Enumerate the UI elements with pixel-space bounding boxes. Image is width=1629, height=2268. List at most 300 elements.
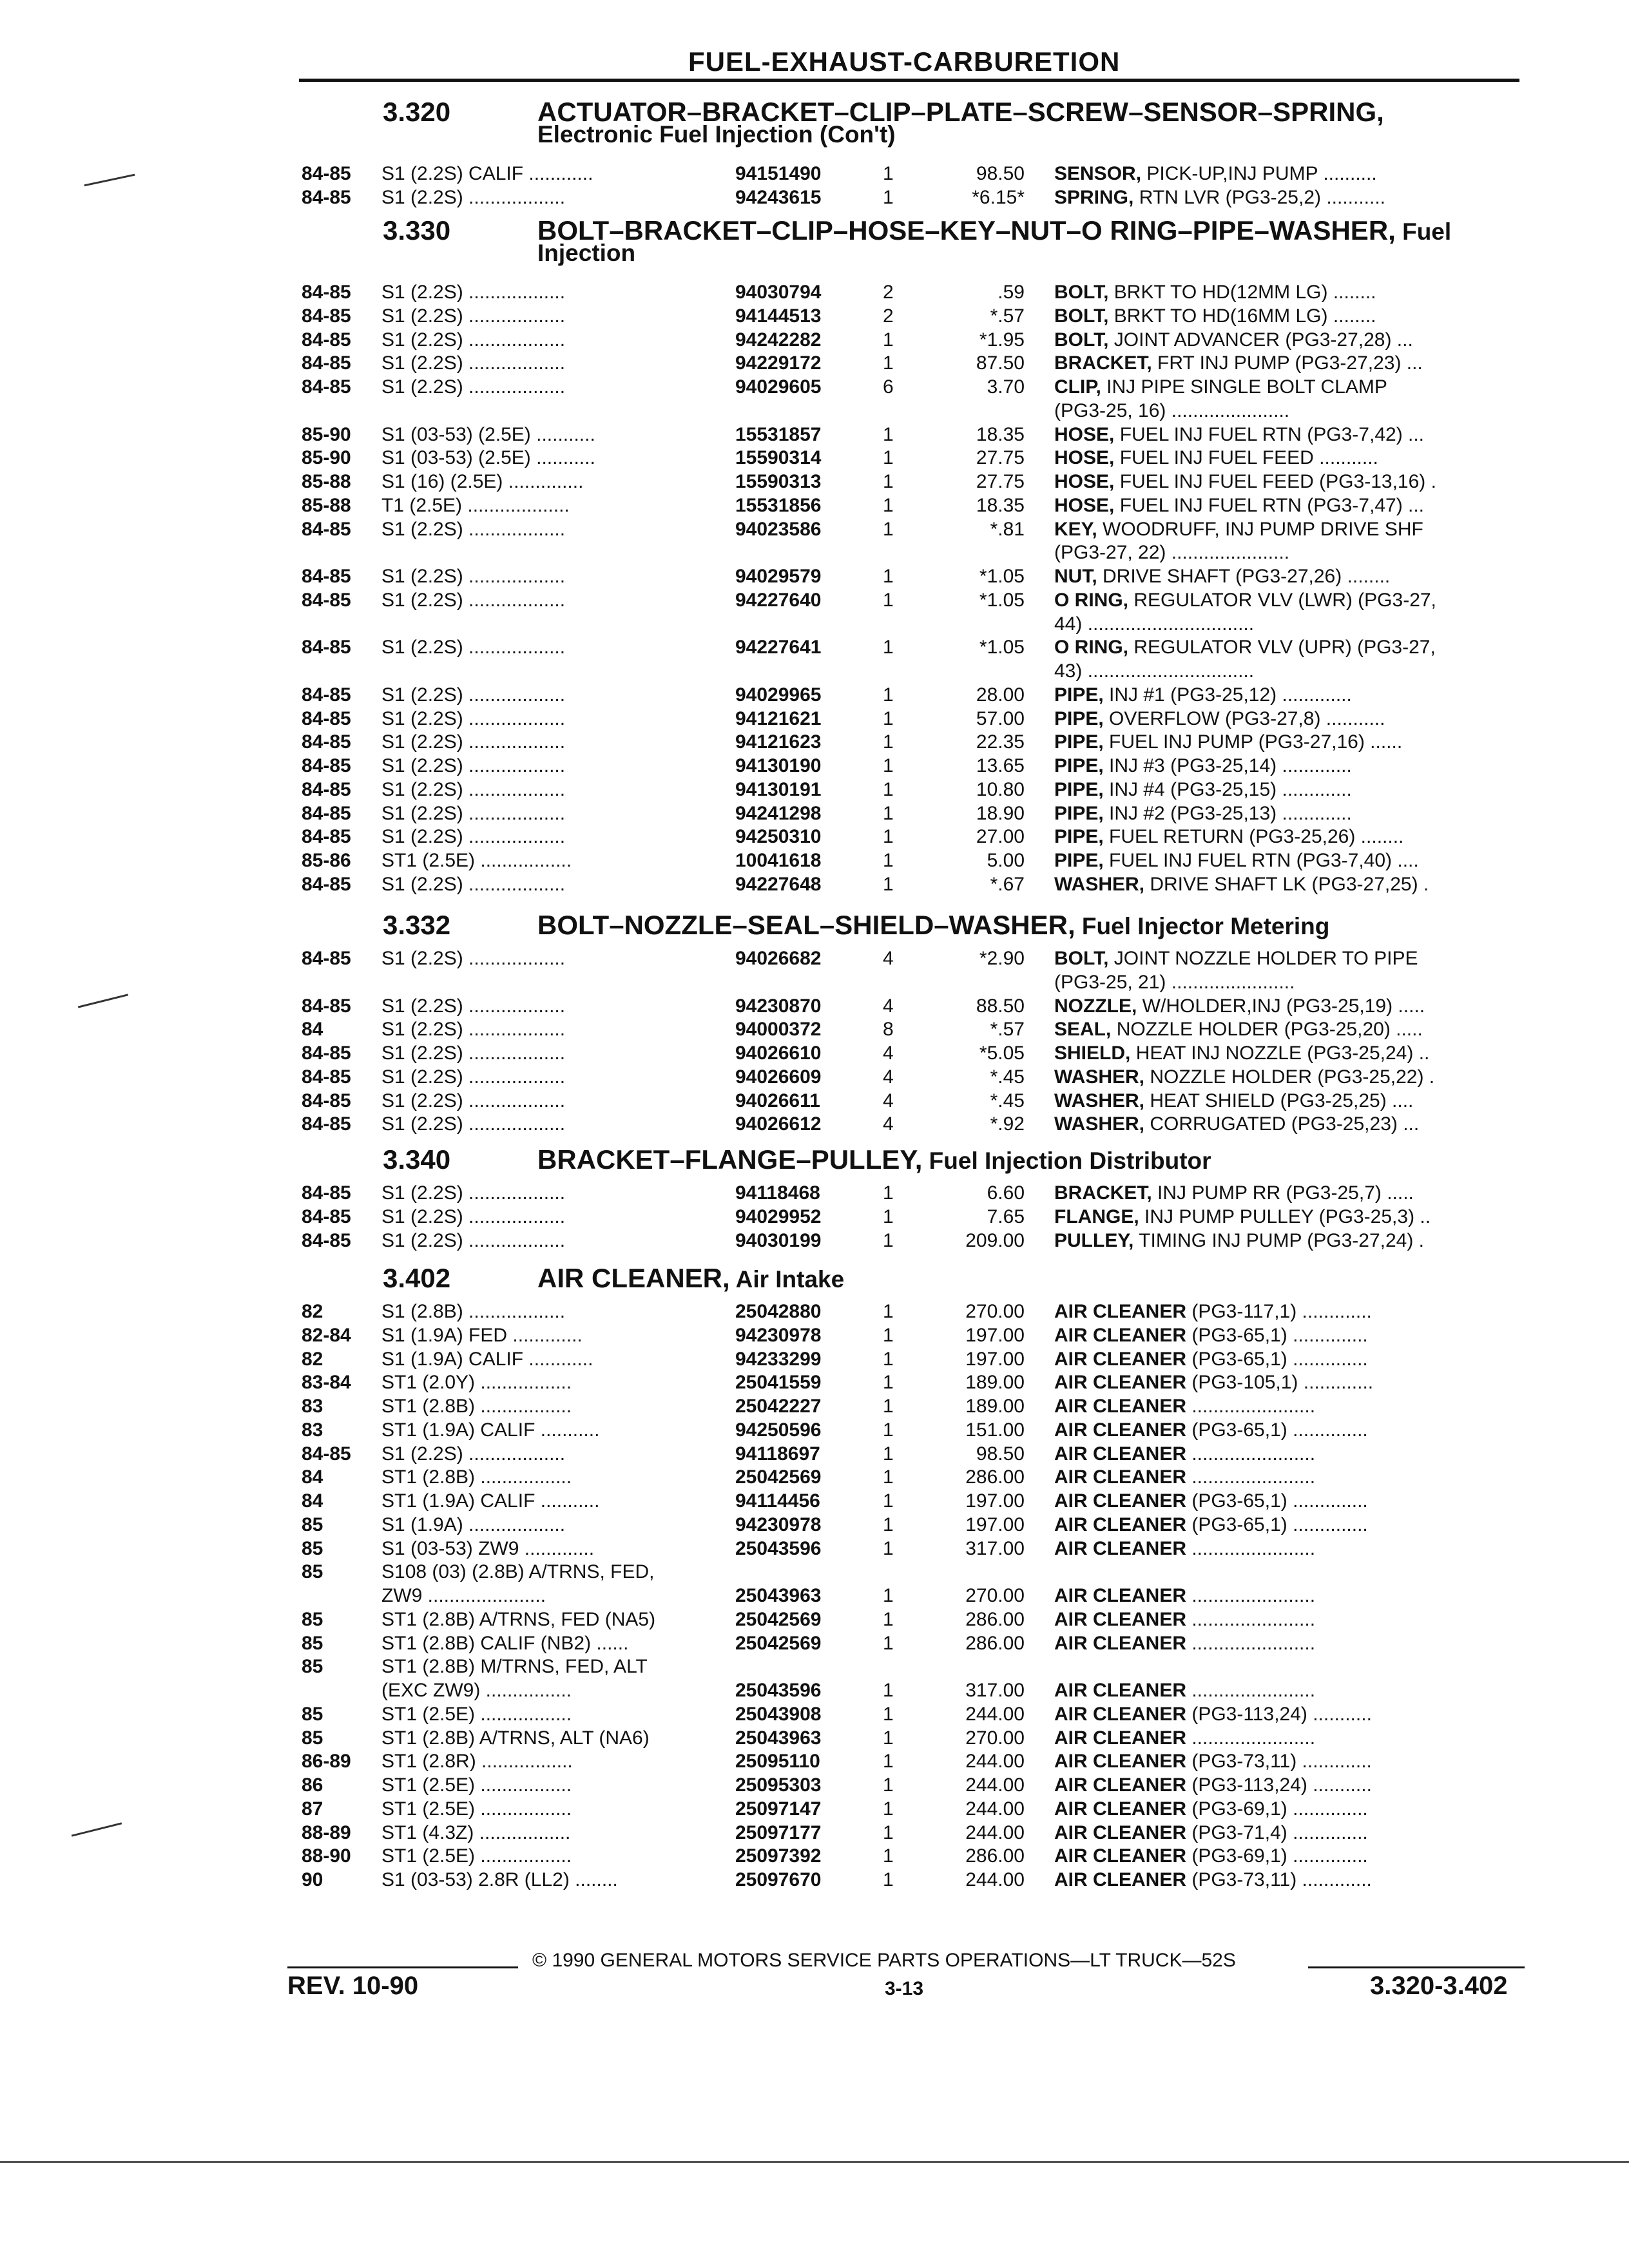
price: 244.00	[965, 1798, 1025, 1820]
price: 3.70	[987, 376, 1025, 398]
part-detail: FUEL INJ FUEL RTN (PG3-7,40) ....	[1103, 850, 1419, 871]
part-row	[0, 947, 1629, 970]
quantity: 1	[883, 1229, 894, 1251]
part-name: HOSE,	[1054, 494, 1115, 516]
part-description	[1054, 1490, 1519, 1513]
model-years: 85	[302, 1514, 323, 1535]
model-years: 87	[302, 1798, 323, 1820]
model-years: 88-89	[302, 1821, 351, 1843]
part-row	[0, 1537, 1629, 1561]
part-description	[1054, 1018, 1519, 1041]
model-application: S1 (1.9A) CALIF ............	[381, 1348, 593, 1370]
part-row	[0, 352, 1629, 375]
price: *.45	[990, 1090, 1025, 1111]
part-name: AIR CLEANER	[1054, 1751, 1187, 1773]
part-name: AIR CLEANER	[1054, 1680, 1187, 1701]
quantity: 4	[883, 1090, 894, 1111]
part-detail: INJ PIPE SINGLE BOLT CLAMP	[1101, 376, 1387, 398]
part-description	[1054, 971, 1519, 994]
price: 27.75	[976, 471, 1025, 492]
part-row	[0, 1042, 1629, 1065]
part-description	[1054, 754, 1519, 778]
section-title-line2: Injection	[537, 240, 636, 266]
part-name: AIR CLEANER	[1054, 1774, 1187, 1796]
part-description	[1054, 947, 1519, 970]
part-row	[0, 1798, 1629, 1821]
part-detail: .......................	[1186, 1680, 1316, 1701]
part-description	[1054, 1300, 1519, 1323]
part-row	[0, 849, 1629, 872]
section-title-subtitle: Fuel	[1395, 218, 1452, 245]
part-detail: FUEL INJ FUEL RTN (PG3-7,42) ...	[1114, 423, 1425, 445]
part-name: O RING,	[1054, 637, 1129, 658]
model-application: S1 (2.2S) ..................	[381, 802, 566, 824]
part-number: 25042569	[735, 1466, 822, 1488]
model-application: S1 (2.2S) ..................	[381, 1043, 566, 1064]
section-title-subtitle: Fuel Injector Metering	[1075, 913, 1330, 939]
model-application: ST1 (2.8B) M/TRNS, FED, ALT	[381, 1656, 648, 1678]
model-years: 84-85	[302, 948, 351, 969]
model-years: 84-85	[302, 684, 351, 706]
model-years: 85	[302, 1608, 323, 1630]
quantity: 1	[883, 1372, 894, 1394]
model-years: 84-85	[302, 778, 351, 800]
part-detail: DRIVE SHAFT LK (PG3-27,25) .	[1144, 873, 1429, 895]
model-application: S1 (2.2S) ..................	[381, 589, 566, 611]
quantity: 1	[883, 589, 894, 611]
footer-page-number: 3-13	[885, 1978, 924, 1999]
model-application: S1 (2.2S) ..................	[381, 1090, 566, 1111]
quantity: 1	[883, 163, 894, 184]
model-application: (EXC ZW9) ................	[381, 1680, 572, 1701]
quantity: 1	[883, 778, 894, 800]
model-application: S1 (2.2S) ..................	[381, 707, 566, 729]
part-name: AIR CLEANER	[1054, 1703, 1187, 1725]
quantity: 4	[883, 1066, 894, 1088]
model-application: S1 (2.2S) ..................	[381, 1182, 566, 1204]
model-application: S1 (2.2S) ..................	[381, 684, 566, 706]
part-description	[1054, 1632, 1519, 1655]
section-title-line2: Electronic Fuel Injection (Con't)	[537, 121, 896, 148]
part-row	[0, 1703, 1629, 1726]
part-description	[1054, 1608, 1519, 1631]
model-years: 84-85	[302, 186, 351, 208]
part-description	[1054, 1113, 1519, 1136]
price: *1.05	[979, 589, 1025, 611]
part-number: 25097392	[735, 1845, 822, 1867]
part-number: 94030199	[735, 1229, 822, 1251]
quantity: 1	[883, 471, 894, 492]
part-description	[1054, 281, 1519, 304]
part-number: 25097670	[735, 1869, 822, 1890]
price: *1.95	[979, 329, 1025, 351]
part-description	[1054, 1182, 1519, 1205]
part-number: 94130190	[735, 755, 822, 776]
model-years: 84	[302, 1466, 323, 1488]
part-description	[1054, 1042, 1519, 1065]
model-application: S1 (2.2S) ..................	[381, 518, 566, 540]
part-detail: CORRUGATED (PG3-25,23) ...	[1144, 1113, 1420, 1135]
part-name: WASHER,	[1054, 1090, 1145, 1111]
price: 286.00	[965, 1845, 1025, 1867]
part-detail: (PG3-105,1) .............	[1186, 1372, 1374, 1394]
price: 317.00	[965, 1680, 1025, 1701]
model-application: S1 (2.2S) ..................	[381, 282, 566, 303]
part-row	[0, 376, 1629, 399]
part-number: 25043596	[735, 1537, 822, 1559]
price: 286.00	[965, 1632, 1025, 1654]
model-years: 84-85	[302, 1113, 351, 1135]
model-application: S1 (2.2S) ..................	[381, 1066, 566, 1088]
part-name: AIR CLEANER	[1054, 1348, 1187, 1370]
part-row	[0, 329, 1629, 352]
quantity: 1	[883, 1443, 894, 1465]
section-title-subtitle: Air Intake	[729, 1266, 845, 1293]
price: *.45	[990, 1066, 1025, 1088]
part-number: 25097147	[735, 1798, 822, 1820]
part-detail: INJ #3 (PG3-25,14) .............	[1103, 755, 1352, 776]
price: 57.00	[976, 707, 1025, 729]
part-number: 94026610	[735, 1043, 822, 1064]
part-name: NUT,	[1054, 566, 1097, 587]
model-years: 85	[302, 1632, 323, 1654]
quantity: 1	[883, 637, 894, 658]
part-row	[0, 1490, 1629, 1513]
price: 244.00	[965, 1703, 1025, 1725]
model-years: 84-85	[302, 731, 351, 753]
part-description	[1054, 329, 1519, 352]
model-application: S1 (03-53) 2.8R (LL2) ........	[381, 1869, 618, 1890]
model-years: 84-85	[302, 1229, 351, 1251]
footer-rule-right	[1308, 1966, 1525, 1968]
part-detail: DRIVE SHAFT (PG3-27,26) ........	[1097, 566, 1391, 587]
part-detail: .......................	[1186, 1727, 1316, 1749]
price: 244.00	[965, 1774, 1025, 1796]
price: *.57	[990, 305, 1025, 327]
part-number: 94121623	[735, 731, 822, 753]
quantity: 1	[883, 1324, 894, 1346]
quantity: 1	[883, 826, 894, 848]
section-title: BOLT–NOZZLE–SEAL–SHIELD–WASHER, Fuel Injector Metering	[537, 910, 1330, 940]
price: 10.80	[976, 778, 1025, 800]
quantity: 1	[883, 1798, 894, 1820]
model-years: 82	[302, 1348, 323, 1370]
price: 27.00	[976, 826, 1025, 848]
part-row	[0, 305, 1629, 328]
part-detail: 44) ...............................	[1054, 613, 1255, 635]
quantity: 1	[883, 850, 894, 871]
part-number: 15590313	[735, 471, 822, 492]
model-years: 85	[302, 1703, 323, 1725]
model-application: S1 (2.2S) ..................	[381, 329, 566, 351]
price: 18.35	[976, 423, 1025, 445]
part-description	[1054, 423, 1519, 447]
model-years: 85	[302, 1537, 323, 1559]
part-row	[0, 1090, 1629, 1113]
price: 22.35	[976, 731, 1025, 753]
price: 28.00	[976, 684, 1025, 706]
price: 189.00	[965, 1396, 1025, 1417]
part-detail: JOINT ADVANCER (PG3-27,28) ...	[1108, 329, 1413, 351]
model-years: 84-85	[302, 873, 351, 895]
part-name: CLIP,	[1054, 376, 1101, 398]
part-row	[0, 1727, 1629, 1750]
price: 270.00	[965, 1301, 1025, 1322]
quantity: 1	[883, 352, 894, 374]
quantity: 1	[883, 1727, 894, 1749]
model-years: 84-85	[302, 995, 351, 1017]
part-description	[1054, 399, 1519, 423]
model-application: ST1 (2.5E) .................	[381, 850, 572, 871]
part-description	[1054, 1869, 1519, 1892]
model-years: 82	[302, 1301, 323, 1322]
part-name: BRACKET,	[1054, 1182, 1152, 1204]
part-number: 25042569	[735, 1608, 822, 1630]
model-application: S1 (1.9A) FED .............	[381, 1324, 583, 1346]
part-detail: (PG3-65,1) ..............	[1186, 1324, 1368, 1346]
part-row	[0, 1774, 1629, 1797]
part-number: 25042569	[735, 1632, 822, 1654]
part-description	[1054, 470, 1519, 494]
part-name: AIR CLEANER	[1054, 1466, 1187, 1488]
section-number: 3.320	[383, 97, 451, 127]
part-name: BOLT,	[1054, 282, 1109, 303]
model-application: ST1 (2.8B) CALIF (NB2) ......	[381, 1632, 629, 1654]
section-title: BRACKET–FLANGE–PULLEY, Fuel Injection Distributor	[537, 1144, 1211, 1175]
part-name: WASHER,	[1054, 1066, 1145, 1088]
part-name: AIR CLEANER	[1054, 1372, 1187, 1394]
part-name: AIR CLEANER	[1054, 1514, 1187, 1535]
part-row	[0, 1561, 1629, 1584]
quantity: 1	[883, 873, 894, 895]
model-application: S1 (2.8B) ..................	[381, 1301, 566, 1322]
quantity: 1	[883, 1206, 894, 1227]
part-number: 25097177	[735, 1821, 822, 1843]
part-number: 25043963	[735, 1727, 822, 1749]
part-number: 25043963	[735, 1585, 822, 1606]
quantity: 1	[883, 707, 894, 729]
part-name: PULLEY,	[1054, 1229, 1134, 1251]
section-number: 3.332	[383, 910, 451, 940]
part-number: 94118468	[735, 1182, 820, 1204]
part-detail: HEAT SHIELD (PG3-25,25) ....	[1144, 1090, 1414, 1111]
part-description	[1054, 731, 1519, 754]
scan-mark	[0, 2161, 1629, 2163]
price: 27.75	[976, 447, 1025, 469]
part-description	[1054, 376, 1519, 399]
part-number: 94029605	[735, 376, 822, 398]
part-name: O RING,	[1054, 589, 1129, 611]
part-detail: INJ PUMP PULLEY (PG3-25,3) ..	[1139, 1206, 1431, 1227]
part-detail: W/HOLDER,INJ (PG3-25,19) .....	[1137, 995, 1425, 1017]
part-detail: (PG3-117,1) .............	[1186, 1301, 1372, 1322]
quantity: 1	[883, 1585, 894, 1606]
section-title-subtitle: Fuel Injection Distributor	[922, 1148, 1211, 1174]
price: 270.00	[965, 1585, 1025, 1606]
part-detail: REGULATOR VLV (LWR) (PG3-27,	[1128, 589, 1436, 611]
part-name: AIR CLEANER	[1054, 1845, 1187, 1867]
model-application: S1 (2.2S) ..................	[381, 376, 566, 398]
part-description	[1054, 1727, 1519, 1750]
price: 244.00	[965, 1821, 1025, 1843]
part-detail: INJ #1 (PG3-25,12) .............	[1103, 684, 1352, 706]
part-description	[1054, 494, 1519, 517]
part-number: 94230978	[735, 1514, 822, 1535]
model-application: ST1 (4.3Z) .................	[381, 1821, 571, 1843]
quantity: 1	[883, 1845, 894, 1867]
part-description	[1054, 1371, 1519, 1394]
part-number: 94029952	[735, 1206, 822, 1227]
part-description	[1054, 541, 1519, 564]
price: *.67	[990, 873, 1025, 895]
part-number: 25041559	[735, 1372, 822, 1394]
part-description	[1054, 849, 1519, 872]
part-row	[0, 399, 1629, 423]
price: 244.00	[965, 1869, 1025, 1890]
part-row	[0, 1182, 1629, 1205]
part-detail: (PG3-113,24) ...........	[1186, 1703, 1372, 1725]
part-description	[1054, 1419, 1519, 1442]
section-title: BOLT–BRACKET–CLIP–HOSE–KEY–NUT–O RING–PIPE–WASHER, Fuel	[537, 215, 1452, 245]
price: 98.50	[976, 163, 1025, 184]
part-description	[1054, 873, 1519, 896]
part-detail: OVERFLOW (PG3-27,8) ...........	[1103, 707, 1385, 729]
part-number: 94227640	[735, 589, 822, 611]
model-years: 86	[302, 1774, 323, 1796]
part-name: HOSE,	[1054, 423, 1115, 445]
quantity: 2	[883, 282, 894, 303]
part-name: PIPE,	[1054, 755, 1104, 776]
price: 317.00	[965, 1537, 1025, 1559]
model-years: 84-85	[302, 352, 351, 374]
part-number: 25042227	[735, 1396, 822, 1417]
quantity: 1	[883, 1182, 894, 1204]
part-number: 94121621	[735, 707, 822, 729]
model-application: ST1 (2.8B) .................	[381, 1466, 572, 1488]
part-row	[0, 995, 1629, 1018]
part-name: SENSOR,	[1054, 163, 1142, 184]
model-application: S1 (2.2S) ..................	[381, 1206, 566, 1227]
part-row	[0, 1845, 1629, 1868]
part-row	[0, 494, 1629, 517]
part-name: HOSE,	[1054, 447, 1115, 469]
model-years: 84-85	[302, 589, 351, 611]
part-row	[0, 1466, 1629, 1489]
section-title: AIR CLEANER, Air Intake	[537, 1263, 845, 1293]
quantity: 1	[883, 1396, 894, 1417]
part-row	[0, 518, 1629, 541]
model-years: 84	[302, 1019, 323, 1041]
part-detail: REGULATOR VLV (UPR) (PG3-27,	[1128, 637, 1436, 658]
part-description	[1054, 684, 1519, 707]
model-years: 84-85	[302, 707, 351, 729]
price: *6.15*	[972, 186, 1025, 208]
part-row	[0, 1750, 1629, 1773]
part-detail: FUEL INJ FUEL RTN (PG3-7,47) ...	[1114, 494, 1425, 516]
part-row	[0, 186, 1629, 209]
model-years: 88-90	[302, 1845, 351, 1867]
part-name: SPRING,	[1054, 186, 1134, 208]
part-description	[1054, 660, 1519, 683]
part-name: AIR CLEANER	[1054, 1324, 1187, 1346]
price: 197.00	[965, 1324, 1025, 1346]
model-application: S1 (2.2S) ..................	[381, 755, 566, 776]
section-number: 3.402	[383, 1263, 451, 1293]
model-years: 85-88	[302, 494, 351, 516]
part-description	[1054, 1206, 1519, 1229]
quantity: 1	[883, 1419, 894, 1441]
model-years: 85-88	[302, 471, 351, 492]
footer-copyright: © 1990 GENERAL MOTORS SERVICE PARTS OPERATIONS—LT TRUCK—52S	[532, 1950, 1236, 1971]
part-row	[0, 447, 1629, 470]
part-name: AIR CLEANER	[1054, 1490, 1187, 1512]
quantity: 1	[883, 423, 894, 445]
model-years: 84	[302, 1490, 323, 1512]
part-name: AIR CLEANER	[1054, 1585, 1187, 1606]
part-description	[1054, 1679, 1519, 1702]
model-application: S1 (2.2S) ..................	[381, 1229, 566, 1251]
part-name: WASHER,	[1054, 1113, 1145, 1135]
model-application: S108 (03) (2.8B) A/TRNS, FED,	[381, 1561, 655, 1583]
part-description	[1054, 1324, 1519, 1347]
part-detail: BRKT TO HD(16MM LG) ........	[1108, 305, 1376, 327]
part-row	[0, 281, 1629, 304]
model-application: ZW9 ......................	[381, 1585, 546, 1606]
part-description	[1054, 802, 1519, 825]
price: .59	[998, 282, 1025, 303]
part-row	[0, 1443, 1629, 1466]
model-years: 85	[302, 1561, 323, 1583]
part-detail: FUEL INJ PUMP (PG3-27,16) ......	[1103, 731, 1403, 753]
part-row	[0, 754, 1629, 778]
part-description	[1054, 1466, 1519, 1489]
part-row	[0, 707, 1629, 731]
part-number: 94030794	[735, 282, 822, 303]
part-detail: FUEL INJ FUEL FEED (PG3-13,16) .	[1114, 471, 1436, 492]
part-row	[0, 1608, 1629, 1631]
model-application: S1 (03-53) ZW9 .............	[381, 1537, 595, 1559]
part-number: 94026682	[735, 948, 822, 969]
model-years: 84-85	[302, 376, 351, 398]
price: 189.00	[965, 1372, 1025, 1394]
quantity: 8	[883, 1019, 894, 1041]
part-row	[0, 802, 1629, 825]
part-number: 94230870	[735, 995, 822, 1017]
price: *.81	[990, 518, 1025, 540]
model-application: S1 (2.2S) ..................	[381, 305, 566, 327]
quantity: 1	[883, 518, 894, 540]
quantity: 1	[883, 1490, 894, 1512]
part-name: AIR CLEANER	[1054, 1632, 1187, 1654]
part-name: PIPE,	[1054, 802, 1104, 824]
part-name: AIR CLEANER	[1054, 1821, 1187, 1843]
quantity: 1	[883, 1869, 894, 1890]
model-years: 84-85	[302, 518, 351, 540]
part-detail: INJ #4 (PG3-25,15) .............	[1103, 778, 1352, 800]
part-detail: NOZZLE HOLDER (PG3-25,22) .	[1144, 1066, 1435, 1088]
footer-rule-left	[287, 1966, 518, 1968]
part-number: 94144513	[735, 305, 822, 327]
section-title: ACTUATOR–BRACKET–CLIP–PLATE–SCREW–SENSOR–SPRING,	[537, 97, 1384, 127]
part-detail: (PG3-73,11) .............	[1186, 1869, 1372, 1890]
part-row	[0, 636, 1629, 659]
model-application: ST1 (2.5E) .................	[381, 1798, 572, 1820]
part-name: NOZZLE,	[1054, 995, 1137, 1017]
part-name: PIPE,	[1054, 778, 1104, 800]
part-number: 94230978	[735, 1324, 822, 1346]
part-number: 25043596	[735, 1680, 822, 1701]
quantity: 1	[883, 1537, 894, 1559]
